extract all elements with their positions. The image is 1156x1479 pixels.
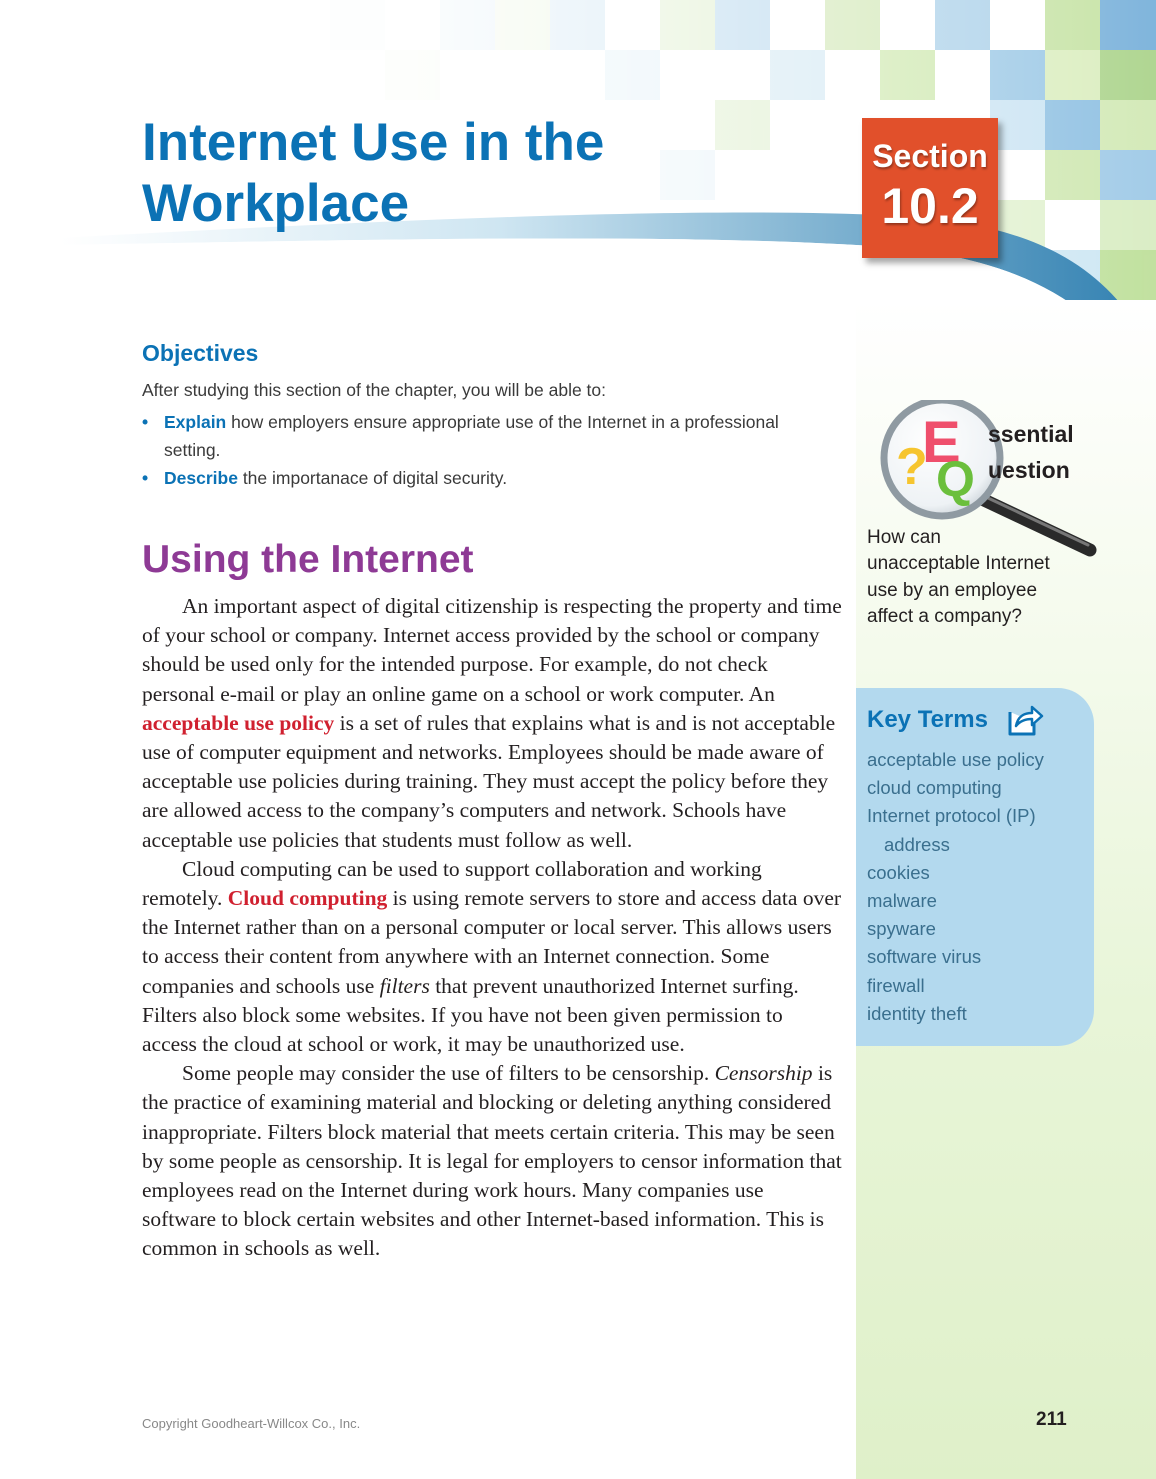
bullet-icon: • xyxy=(142,468,149,488)
key-term-item: malware xyxy=(867,890,937,912)
eq-letter-q: Q xyxy=(936,451,975,507)
objectives-heading: Objectives xyxy=(142,340,259,366)
external-link-icon[interactable] xyxy=(1008,704,1044,736)
objective-item xyxy=(142,464,842,492)
copyright-footer: Copyright Goodheart-Willcox Co., Inc. xyxy=(142,1416,361,1431)
section-number-badge xyxy=(862,118,998,258)
paragraph-text: is a set of rules that explains what is and is not acceptable use of computer equipment and networks. Employees should be made aware of acceptable use policies during training. They must accept the policy before they are allowed access to the company’s computers and network. Schools have acceptable use policies that students must follow as well. xyxy=(142,710,836,852)
key-term-acceptable-use-policy: acceptable use policy xyxy=(142,710,335,735)
section-title-line1: Internet Use in the xyxy=(142,113,605,172)
key-term-item: cloud computing xyxy=(867,777,1002,799)
paragraph-text: Cloud computing can be used to support collaboration and working remotely. xyxy=(142,856,762,911)
section-badge-label: Section xyxy=(872,138,988,174)
key-terms-list xyxy=(867,746,1087,1028)
body-text xyxy=(142,592,842,1264)
key-term-item: address xyxy=(884,833,950,855)
paragraph xyxy=(142,855,842,1059)
key-term-item: identity theft xyxy=(867,1002,967,1024)
paragraph xyxy=(142,592,842,855)
key-term-item: firewall xyxy=(867,974,925,996)
eq-question-mark: ? xyxy=(896,438,928,496)
paragraph-text: Some people may consider the use of filters to be censorship. xyxy=(182,1061,715,1086)
paragraph-text: that prevent unauthorized Internet surfing. Filters also block some websites. If you have not been given permission to access the cloud at school or work, it may be unauthorized use. xyxy=(142,973,799,1057)
bullet-icon: • xyxy=(142,412,149,432)
paragraph-text: is using remote servers to store and access data over the Internet rather than on a personal computer or local server. This allows users to access their content from anywhere with an Internet connection. Some companies and schools use xyxy=(142,886,842,998)
italic-term-filters: filters xyxy=(379,973,430,998)
key-term-item: Internet protocol (IP) xyxy=(867,805,1036,827)
objective-text: the importanace of digital security. xyxy=(242,468,508,488)
key-terms-heading: Key Terms xyxy=(867,706,988,733)
eq-letter-e: E xyxy=(922,410,961,475)
key-term-item: spyware xyxy=(867,918,936,940)
eq-word-question: uestion xyxy=(988,457,1070,483)
paragraph-text: is the practice of examining material and blocking or deleting anything considered inappropriate. Filters block material that meets certain criteria. This may be seen by some people as censorship. It is legal for employers to censor information that employees read on the Internet during work hours. Many companies use software to block certain websites and other Internet-based information. This is common in schools as well. xyxy=(142,1061,842,1261)
objective-text: how employers ensure appropriate use of the Internet in a professional xyxy=(231,412,779,432)
section-title-line2: Workplace xyxy=(142,174,410,233)
paragraph-text: An important aspect of digital citizenship is respecting the property and time of your school or company. Internet access provided by the school or company should be used only for the intended purpose. For example, do not check personal e-mail or play an online game on a school or work computer. An xyxy=(142,594,842,706)
section-badge-number: 10.2 xyxy=(881,178,979,234)
eq-word-essential: ssential xyxy=(988,421,1074,447)
objectives-intro: After studying this section of the chapter, you will be able to: xyxy=(142,380,607,400)
key-term-item: cookies xyxy=(867,861,930,883)
page-number: 211 xyxy=(1036,1409,1067,1430)
key-term-cloud-computing: Cloud computing xyxy=(227,886,388,911)
paragraph xyxy=(142,1059,842,1263)
objectives-list xyxy=(142,408,842,492)
section-title xyxy=(142,112,604,234)
key-term-item: software virus xyxy=(867,946,982,968)
objective-item xyxy=(142,408,842,464)
objective-text-cont: setting. xyxy=(164,440,221,460)
key-term-item: acceptable use policy xyxy=(867,749,1044,770)
italic-term-censorship: Censorship xyxy=(714,1061,813,1086)
essential-question-text: How can unacceptable Internet use by an employee affect a company? xyxy=(867,527,1050,627)
objective-verb: Describe xyxy=(164,468,238,488)
section-heading: Using the Internet xyxy=(142,538,474,581)
objective-verb: Explain xyxy=(164,412,227,432)
